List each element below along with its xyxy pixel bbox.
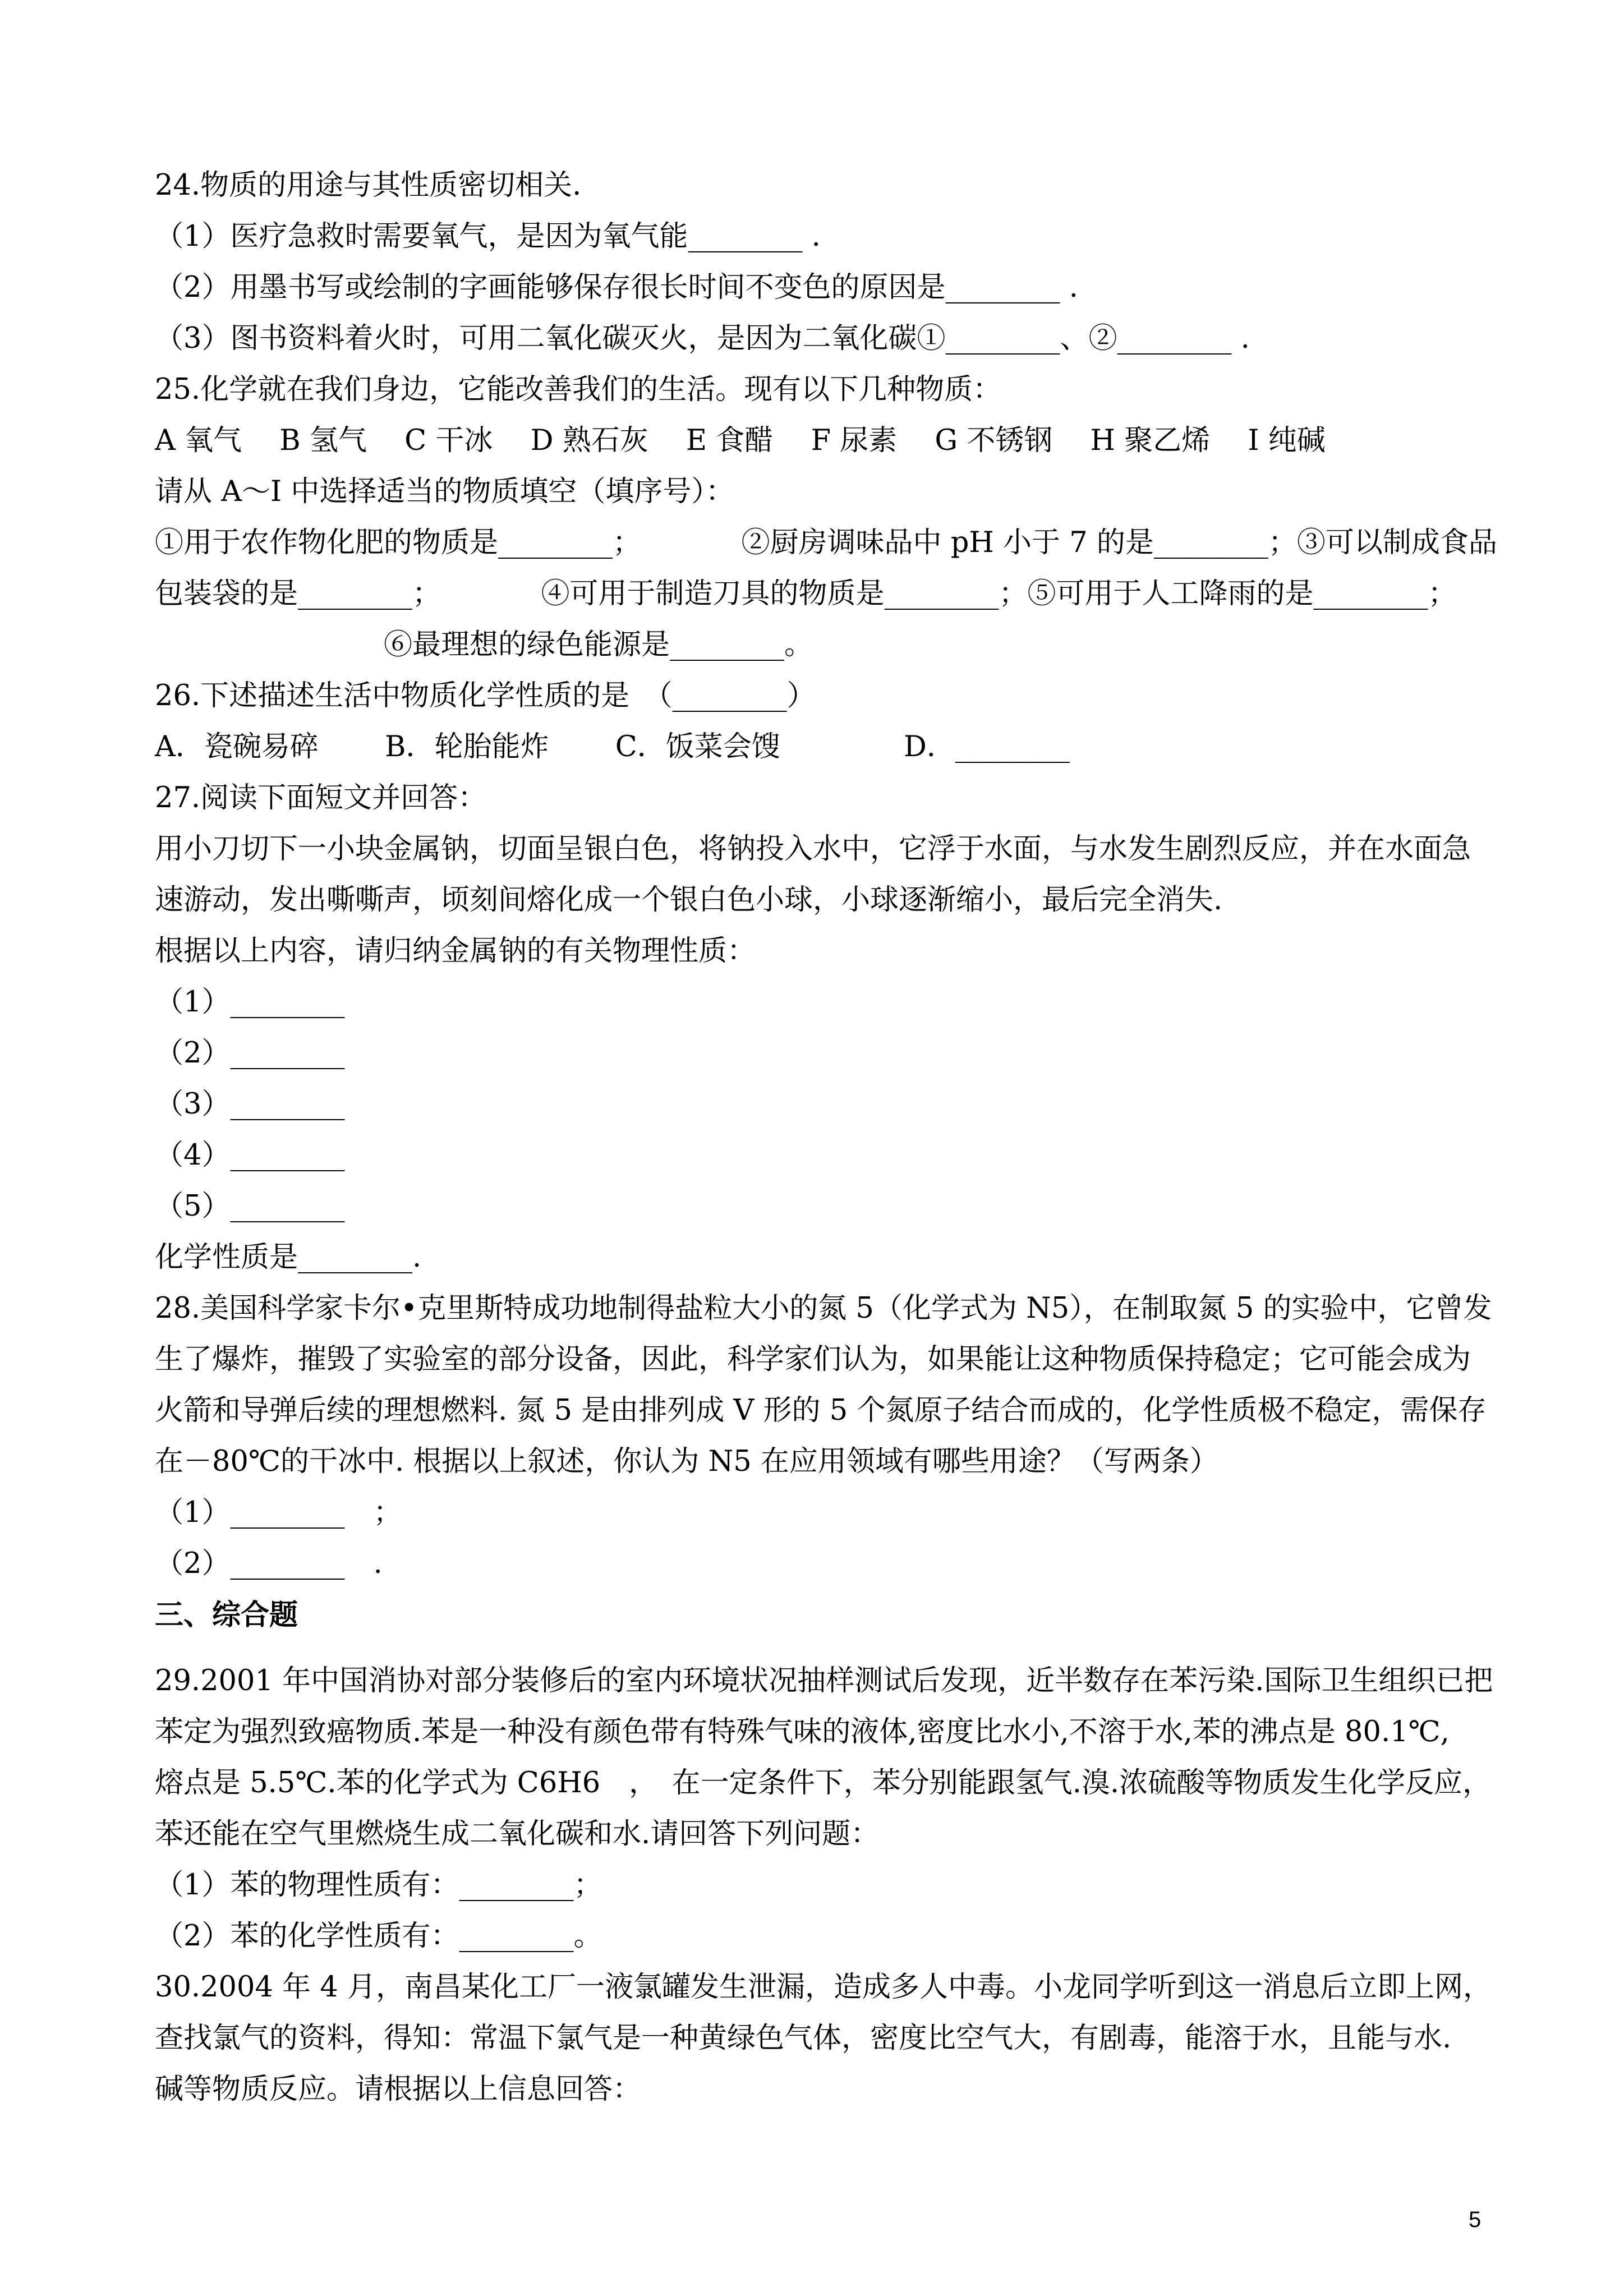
question-25-options: A 氧气 B 氢气 C 干冰 D 熟石灰 E 食醋 F 尿素 G 不锈钢 H 聚乙烯 I 纯碱 — [155, 424, 1326, 457]
question-30-passage-3: 碱等物质反应。请根据以上信息回答： — [155, 2073, 642, 2106]
question-28-passage-3: 火箭和导弹后续的理想燃料. 氮 5 是由排列成 V 形的 5 个氮原子结合而成的，化学性质极不稳定，需保存 — [155, 1394, 1487, 1427]
question-28-item-2: （2）________ . — [155, 1547, 383, 1580]
question-27: 27.阅读下面短文并回答： — [155, 781, 487, 815]
question-24-item-2: （2）用墨书写或绘制的字画能够保存很长时间不变色的原因是________ . — [155, 271, 1078, 304]
question-27-passage-2: 速游动，发出嘶嘶声，顷刻间熔化成一个银白色小球，小球逐渐缩小，最后完全消失. — [155, 884, 1223, 917]
question-29-passage-4: 苯还能在空气里燃烧生成二氧化碳和水.请回答下列问题： — [155, 1818, 880, 1851]
question-24: 24.物质的用途与其性质密切相关. — [155, 169, 582, 202]
question-24-item-1: （1）医疗急救时需要氧气，是因为氧气能________ . — [155, 220, 821, 253]
question-25-blanks-c: ⑥最理想的绿色能源是________。 — [155, 628, 813, 661]
section-heading: 三、综合题 — [155, 1598, 298, 1632]
question-30-passage-1: 30.2004 年 4 月，南昌某化工厂一液氯罐发生泄漏，造成多人中毒。小龙同学听到这一消息后立即上网， — [155, 1971, 1492, 2004]
question-29-item-2: （2）苯的化学性质有：________。 — [155, 1920, 602, 1953]
question-25-instruction: 请从 A～I 中选择适当的物质填空（填序号）： — [155, 475, 734, 508]
question-30-passage-2: 查找氯气的资料，得知：常温下氯气是一种黄绿色气体，密度比空气大，有剧毒，能溶于水，且能与水. — [155, 2022, 1452, 2055]
question-26-options: A．瓷碗易碎 B．轮胎能炸 C．饭菜会馊 D．________ — [155, 730, 1070, 763]
question-26: 26.下述描述生活中物质化学性质的是 （________） — [155, 679, 816, 712]
question-28-passage-1: 28.美国科学家卡尔•克里斯特成功地制得盐粒大小的氮 5（化学式为 N5），在制取氮 5 的实验中，它曾发 — [155, 1292, 1492, 1325]
question-28-passage-2: 生了爆炸，摧毁了实验室的部分设备，因此，科学家们认为，如果能让这种物质保持稳定；它可能会成为 — [155, 1343, 1471, 1376]
question-25-blanks-b: 包装袋的是________； ④可用于制造刀具的物质是________；⑤可用于人工降雨的是________； — [155, 577, 1457, 610]
question-27-prompt: 根据以上内容，请归纳金属钠的有关物理性质： — [155, 935, 756, 968]
question-28-item-1: （1）________ ； — [155, 1496, 402, 1529]
question-27-chemical: 化学性质是________. — [155, 1241, 422, 1274]
question-29-item-1: （1）苯的物理性质有：________； — [155, 1869, 602, 1902]
question-27-item-5: （5）________ — [155, 1190, 345, 1223]
question-25-blanks-a: ①用于农作物化肥的物质是________； ②厨房调味品中 pH 小于 7 的是________；③可以制成食品 — [155, 526, 1497, 559]
question-27-item-4: （4）________ — [155, 1139, 345, 1172]
question-27-item-2: （2）________ — [155, 1037, 345, 1070]
question-29-passage-3: 熔点是 5.5℃.苯的化学式为 C6H6 ， 在一定条件下，苯分别能跟氢气.溴.浓硫酸等物质发生化学反应， — [155, 1766, 1492, 1800]
question-27-item-3: （3）________ — [155, 1088, 345, 1121]
question-27-item-1: （1）________ — [155, 986, 345, 1019]
page-number: 5 — [1469, 2207, 1482, 2232]
question-29-passage-1: 29.2001 年中国消协对部分装修后的室内环境状况抽样测试后发现，近半数存在苯污染.国际卫生组织已把 — [155, 1664, 1493, 1697]
question-27-passage-1: 用小刀切下一小块金属钠，切面呈银白色，将钠投入水中，它浮于水面，与水发生剧烈反应，并在水面急 — [155, 832, 1471, 866]
question-24-item-3: （3）图书资料着火时，可用二氧化碳灭火，是因为二氧化碳①________、②________ . — [155, 322, 1250, 355]
question-28-passage-4: 在－80℃的干冰中. 根据以上叙述，你认为 N5 在应用领域有哪些用途？（写两条） — [155, 1445, 1218, 1478]
question-25: 25.化学就在我们身边，它能改善我们的生活。现有以下几种物质： — [155, 373, 1002, 406]
question-29-passage-2: 苯定为强烈致癌物质.苯是一种没有颜色带有特殊气味的液体,密度比水小,不溶于水,苯的沸点是 80.1℃, — [155, 1715, 1450, 1749]
